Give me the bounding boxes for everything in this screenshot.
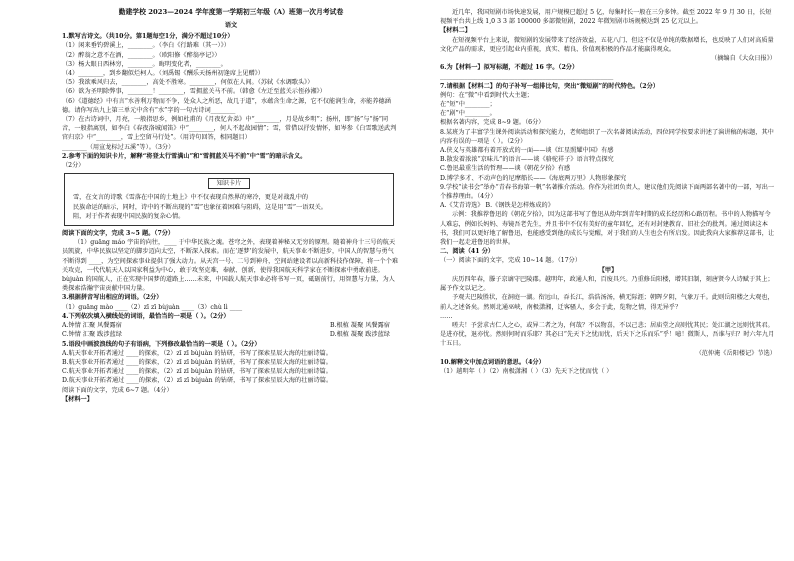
question-line: 7.请根据【材料二】的句子补写一组排比句，突出“微短剧”的时代特色。（2分） xyxy=(440,82,659,90)
question-line: ________________________________________________________ xyxy=(440,73,614,81)
question-line: 6.为【材料一】拟写标题，不超过 16 字。（2分） xyxy=(440,64,579,72)
question-line: 例句：在“微”中看到时代大主题； xyxy=(440,91,533,99)
knowledge-card-line: 民族命运的暗示，同时，诗中的不断出现的“雪”也象征着困难与阻碍，这是用“雪”一语双关。 xyxy=(73,203,327,211)
question-line: D.航天事业开拓者通过 ____的探索，（2）zī zī bùjuàn 的钻研，书写了探索星辰大海的壮丽诗篇。 xyxy=(62,377,333,385)
question-line: bùjuàn 的国航人，正在实现中国梦的道路上……未来，中国载人航天事业必将书写一页，砥砺前行，用智慧与力量，为人类探索浩瀚宇宙贡献中国力量。 xyxy=(62,276,395,293)
question-line: A.侠义与英雄都有着开放式的一面——谈《红星照耀中国》有感 xyxy=(440,147,614,155)
knowledge-card xyxy=(64,173,394,226)
option-text: D.根植 凝聚 跋涉蓝绿 xyxy=(329,331,390,339)
question-line: 在“短”中________； xyxy=(440,101,496,109)
question-line: （7）在古诗词中，月亮，一般指思乡，例如杜甫的《月夜忆舍弟》中“________，月是故乡明”；扬州，即“扬”与“扬”同音，一般指离别，如李白《春夜洛城闻笛》中“________，何人不起故园情”；雪，常借以抒发情怀，如岑参《白雪歌送武判官归京》中“________，雪上空留马行处”。（用诗句回答，相同题目） xyxy=(62,116,397,142)
question-line: 2.参考下面的知识卡片，解释“将登太行雪满山”和“雪拥蓝关马不前”中“雪”的暗示含义。 xyxy=(62,152,307,160)
question-line: B.航天事业开拓者通过 ____的探索，（2）zī zī bùjuàn 的钻研，书写了探索星辰大海的壮丽诗篇。 xyxy=(62,358,332,366)
subject-title: 语文 xyxy=(224,22,238,29)
question-line: 10.解释文中加点词语的意思。（4分） xyxy=(440,358,545,366)
question-line: （摘编自《大众日报》） xyxy=(711,55,776,63)
question-line: 3.根据拼音写出相应的词语。（2分） xyxy=(62,294,163,302)
option-text: B.根植 凝聚 风餐露宿 xyxy=(330,322,390,330)
right-column xyxy=(440,8,776,553)
question-line: …… xyxy=(440,312,453,320)
question-line: （5）我欲乘风归去，________，高处不胜寒。________，何似在人间。（苏轼《水调歌头》） xyxy=(62,79,314,87)
question-line: D.博学多才、不动声色的尼摩船长——《海底两万里》人物形象探究 xyxy=(440,174,627,182)
question-line: （1）闲来垂钓碧溪上，________。（李白《行路难（其一）》） xyxy=(62,42,230,50)
question-line: 根据名著内容，完成 8~9 题。（6分） xyxy=(440,119,545,127)
question-line: 嗟夫！予尝求古仁人之心，或异二者之为，何哉？不以物喜，不以己悲；居庙堂之高则忧其民；处江湖之远则忧其君。是进亦忧，退亦忧。然则何时而乐耶？其必曰“先天下之忧而忧，后天下之乐而乐”乎！噫！微斯人，吾谁与归？时六年九月十五日。 xyxy=(440,321,775,348)
question-line: （2分） xyxy=(62,162,85,170)
question-line: （3）杨大眼日西林穷，________。晦明变化者，________。 xyxy=(62,60,227,68)
question-line: C.航天事业开拓者通过 ____的探索，（2）zī zī bùjuàn 的钻研，书写了探索星辰大海的壮丽诗篇。 xyxy=(62,368,332,376)
knowledge-card-line: 阻，对于作者表现中国民族的复杂心情。 xyxy=(73,212,185,220)
question-line: 庆历四年春，滕子京谪守巴陵郡。越明年，政通人和，百废具兴。乃重修岳阳楼，增其旧制，刻唐贤今人诗赋于其上；属予作文以记之。 xyxy=(440,275,774,293)
question-line: 阅读下面的文字，完成 6~7 题。（4分） xyxy=(62,386,173,394)
question-line: （2）醉翁之意不在酒，________。（欧阳修《醉翁亭记》） xyxy=(62,51,221,59)
question-line: 【材料二】 xyxy=(440,27,471,35)
question-line: （1）越明年（ ）（2）南极潇湘（ ）（3）先天下之忧而忧（ ） xyxy=(440,367,613,375)
question-line: 近几年，我国短剧市场快速发展，用户规模已超过 5 亿，每集时长一般在三分多钟。截至 2022 年 9 月 30 日，长短视频平台共上线 1,0 3 3 部 100000 多部微短剧，2022 年微短剧市场规模达到 25 亿元以上。 xyxy=(440,9,772,26)
option-text: A.钟情 汇聚 风餐露宿 xyxy=(62,322,122,330)
question-line: B.散发着浓浓“京味儿”的语言——谈《骆驼祥子》语言特点探究 xyxy=(440,156,614,164)
question-line: 【甲】 xyxy=(598,266,618,274)
question-line: （一）阅读下面的文字，完成 10~14 题。（17分） xyxy=(440,257,582,265)
option-text: C.钟情 汇聚 跋涉蓝绿 xyxy=(62,331,122,339)
knowledge-card-title: 知识卡片 xyxy=(208,178,251,189)
question-line: （6）欲为圣明除弊事，________！________，雪拥蓝关马不前。（韩愈《左迁至蓝关示侄孙湘》） xyxy=(62,88,326,96)
question-line: 8.某班为了丰富学生课外阅读活动和探究能力，老师组织了一次名著阅读活动，四位同学按要求讲述了演讲稿的标题，其中内容有误的一项是（ ）。（2分） xyxy=(440,128,774,145)
left-column xyxy=(62,19,400,553)
question-line: 1.默写古诗文。（共10分。第1题每空1分，满分不超过10分） xyxy=(62,33,234,41)
question-line: （1）guāng máo 宇宙的向往，____ 于中华民族之魂。苍穹之外，表现着神秘又无穷的原理。随着神舟十三号的航天员凯旋，中华民族以坚定的脚步迈向太空，不断深入探索。而在‘逐梦’的发展中，航天事业不断进步，中国人的智慧与勇气不断得到 ____，为空间探索事业提供了强大动力。从天宫一号、二号到神舟，空间站建设者以高新科技作保障，将一个个难关攻克，一代代航天人以国家利益为中心，敢于攻坚克难，奉献、创新，使得我国航天科学家在不断探索中勇敢前进。 xyxy=(62,239,399,274)
question-line: A.航天事业开拓者通过 ____的探索，（2）zī zī bùjuàn 的钻研，书写了探索星辰大海的壮丽诗篇。 xyxy=(62,349,332,357)
question-line xyxy=(62,330,400,339)
question-line: （4）________，到乡翻似烂柯人。（刘禹锡《酬乐天扬州初逢席上见赠》） xyxy=(62,70,264,78)
question-line: 9.学校“读书会”举办“青春书海第一帆”名著推介活动。你作为社团负责人，建议他们先阅读下面两部名著中的一部，写出一个推荐理由。（4分） xyxy=(440,183,775,201)
question-line: C.鲁迅最重生活的哲理——谈《朝花夕拾》有感 xyxy=(440,165,571,173)
question-line: A.《艾青诗选》 B.《钢铁是怎样炼成的》 xyxy=(440,202,554,210)
question-line: 4.下列依次填入横线处的词语，最恰当的一项是（ ）。（2分） xyxy=(62,312,230,320)
knowledge-card-line: 雪，在文言的诗歌《雪落在中国的土地上》中不仅表现自然界的寒冷，更是对战乱中的 xyxy=(73,194,309,202)
question-line: 二、阅读（41 分） xyxy=(440,248,495,256)
exam-header: 勤建学校 2023—2024 学年度第一学期初三年级（A）班第一次月考试卷 xyxy=(118,8,344,16)
question-line: 在短视频平台上来说，微短剧的发展带来了经济效益，五花八门、但这不仅是单纯的数据增长，也反映了人们对高质量文化产品的需求，更应引起业内重视，真实、精良、价值观积极的作品才能赢得观众。 xyxy=(440,36,774,53)
question-line: 5.语段中画波浪线的句子有语病，下列修改最恰当的一项是（ ）。（2分） xyxy=(62,340,261,348)
question-line: ________（用宣龙标过五溪”等）。（3分） xyxy=(62,143,175,151)
question-line xyxy=(62,321,400,330)
question-line: （范仲淹《岳阳楼记》节选） xyxy=(695,349,776,357)
question-line: 阅读下面的文字，完成 3~5 题。（7分） xyxy=(62,230,175,238)
question-line: （1）guāng mào ____（2）zī zī bùjuàn ____（3）chù lì ____ xyxy=(62,303,243,311)
question-line: 在“剧”中________。 xyxy=(440,110,496,118)
question-line: （6）《道德经》中有言“水善利万物而不争，处众人之所恶，故几于道”，水蕴含生命之源，它不仅能润生命，亦能养德涵德。请你写出九上第三单元中含有“水”字的一句古诗词________ xyxy=(62,97,391,114)
question-line: 示例：我推荐鲁迅的《朝花夕拾》，因为这部书写了鲁迅从幼年到青年时期的成长经历和心路历程。书中的人物描写令人难忘，例如长妈妈、寿镜吾老先生，并且书中不仅有美好的童年回忆，还有对封建教育、旧社会的批判。通过阅读这本书，我们可以更好地了解鲁迅，也能感受到他的成长与觉醒，对于我们的人生也会有所启发。因此我向大家推荐这部书，让我们一起走进鲁迅的世界。 xyxy=(440,211,775,247)
question-line: 【材料一】 xyxy=(62,395,93,403)
question-line: 予观夫巴陵胜状，在洞庭一湖。衔远山，吞长江，浩浩汤汤，横无际涯；朝晖夕阴，气象万千。此则岳阳楼之大观也，前人之述备矣。然则北通巫峡，南极潇湘，迁客骚人，多会于此，览物之情，得无异乎？ xyxy=(440,294,774,311)
